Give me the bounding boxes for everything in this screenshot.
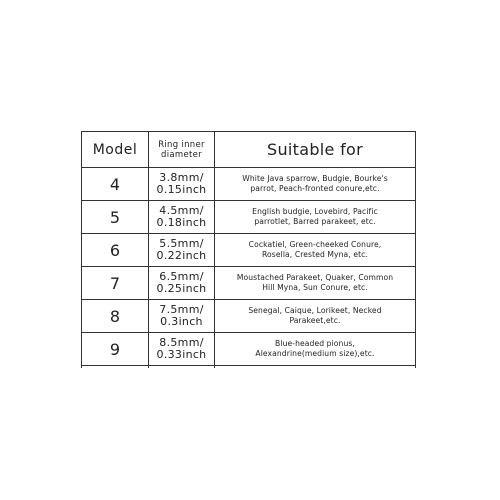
suitable-cell (215, 300, 416, 333)
diameter-inch: 0.33inch (156, 348, 207, 361)
suitable-line: Cockatiel, Green-cheeked Conure, (248, 240, 382, 249)
header-diameter-line2: diameter (161, 149, 202, 160)
diameter-cell (149, 234, 215, 267)
diameter-inch: 0.25inch (156, 282, 207, 295)
table-row (82, 267, 416, 300)
suitable-line: Hill Myna, Sun Conure, etc. (262, 283, 368, 292)
diameter-mm: 7.5mm/ (159, 303, 204, 316)
model-cell: 4 (82, 168, 149, 201)
suitable-cell (215, 201, 416, 234)
suitable-line: Senegal, Caique, Lorikeet, Necked (248, 306, 382, 315)
suitable-line: Moustached Parakeet, Quaker, Common (236, 273, 394, 282)
model-cell: 6 (82, 234, 149, 267)
table-row (82, 234, 416, 267)
diameter-cell (149, 300, 215, 333)
diameter-cell (149, 333, 215, 366)
suitable-line: Blue-headed pionus, (275, 339, 355, 348)
table-row (82, 168, 416, 201)
diameter-inch: 0.18inch (156, 216, 207, 229)
table-row (82, 201, 416, 234)
table-edge-cell (82, 366, 149, 368)
suitable-line: English budgie, Lovebird, Pacific (252, 207, 378, 216)
header-row (82, 132, 416, 168)
ring-size-table (81, 131, 416, 368)
suitable-cell (215, 234, 416, 267)
suitable-line: Alexandrine(medium size),etc. (255, 349, 375, 358)
suitable-cell (215, 333, 416, 366)
suitable-line: Parakeet,etc. (289, 316, 341, 325)
suitable-line: Rosella, Crested Myna, etc. (262, 250, 368, 259)
diameter-inch: 0.15inch (156, 183, 207, 196)
model-cell: 7 (82, 267, 149, 300)
diameter-mm: 3.8mm/ (159, 171, 204, 184)
diameter-mm: 8.5mm/ (159, 336, 204, 349)
table-row (82, 300, 416, 333)
header-suitable-for: Suitable for (215, 132, 416, 168)
model-cell: 5 (82, 201, 149, 234)
table-row (82, 333, 416, 366)
suitable-line: White Java sparrow, Budgie, Bourke's (242, 174, 388, 183)
diameter-inch: 0.3inch (160, 315, 203, 328)
model-cell: 8 (82, 300, 149, 333)
header-ring-inner-diameter (149, 132, 215, 168)
diameter-mm: 5.5mm/ (159, 237, 204, 250)
header-diameter-line1: Ring inner (158, 139, 205, 150)
diameter-cell (149, 168, 215, 201)
suitable-cell (215, 267, 416, 300)
diameter-mm: 6.5mm/ (159, 270, 204, 283)
suitable-line: parrot, Peach-fronted conure,etc. (250, 184, 380, 193)
model-cell: 9 (82, 333, 149, 366)
header-model: Model (82, 132, 149, 168)
suitable-cell (215, 168, 416, 201)
diameter-cell (149, 267, 215, 300)
table-edge-cell (215, 366, 416, 368)
table-edge-cell (149, 366, 215, 368)
suitable-line: parrotlet, Barred parakeet, etc. (254, 217, 376, 226)
table-cut-edge (82, 366, 416, 368)
diameter-inch: 0.22inch (156, 249, 207, 262)
diameter-mm: 4.5mm/ (159, 204, 204, 217)
diameter-cell (149, 201, 215, 234)
